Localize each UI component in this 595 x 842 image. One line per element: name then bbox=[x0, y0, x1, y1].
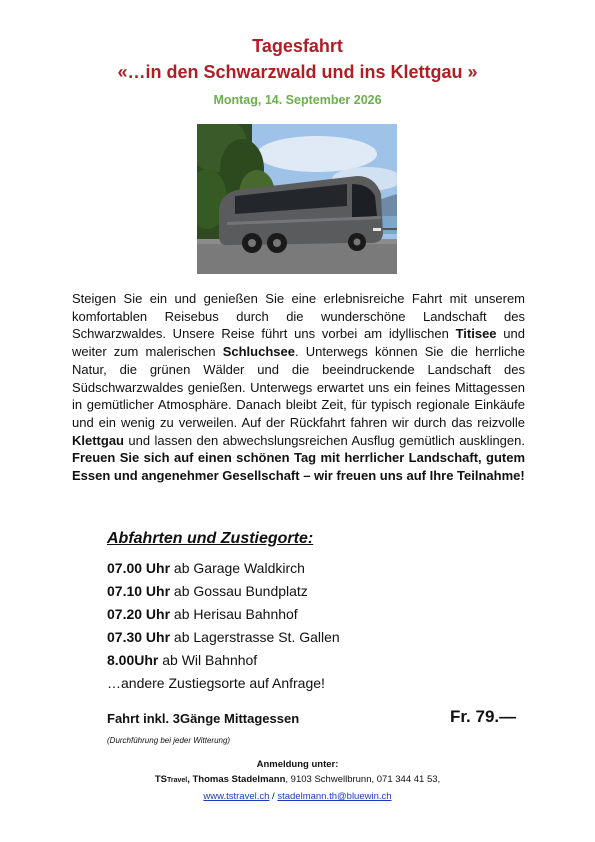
brand-travel: Travel bbox=[166, 777, 188, 784]
departures-list bbox=[107, 557, 340, 695]
weather-note: (Durchführung bei jeder Witterung) bbox=[107, 736, 231, 745]
price-value: Fr. 79.— bbox=[450, 707, 517, 726]
email-link[interactable]: stadelmann.th@bluewin.ch bbox=[277, 791, 392, 802]
departure-item bbox=[107, 580, 340, 603]
bus-photo bbox=[197, 124, 397, 274]
price-label: Fahrt inkl. 3Gänge Mittagessen bbox=[107, 711, 300, 726]
website-link[interactable]: www.tstravel.ch bbox=[203, 791, 270, 802]
departure-item bbox=[107, 603, 340, 626]
highlight-schluchsee: Schluchsee bbox=[222, 344, 295, 360]
title-line-1: Tagesfahrt bbox=[252, 36, 343, 56]
brand-name bbox=[155, 774, 187, 785]
departure-time: 07.10 Uhr bbox=[107, 583, 171, 599]
departure-time: 8.00Uhr bbox=[107, 652, 159, 668]
departure-place: ab Wil Bahnhof bbox=[158, 652, 258, 668]
intro-text-1: Steigen Sie ein und genießen Sie eine erlebnisreiche Fahrt mit unserem komfortablen Reisebus durch die wunderschöne Landschaft des Schwarzwaldes. Unsere Reise führt uns vorbei am idyllischen bbox=[72, 291, 525, 342]
departure-time: 07.00 Uhr bbox=[107, 560, 171, 576]
intro-paragraph bbox=[72, 290, 525, 485]
departure-item bbox=[107, 557, 340, 580]
brand-ts: TS bbox=[154, 774, 167, 785]
contact-name: , Thomas Stadelmann bbox=[187, 774, 286, 785]
highlight-klettgau: Klettgau bbox=[72, 432, 124, 448]
trip-date: Montag, 14. September 2026 bbox=[213, 93, 382, 107]
departure-time: 07.30 Uhr bbox=[107, 629, 171, 645]
link-separator: / bbox=[269, 791, 278, 802]
highlight-titisee: Titisee bbox=[455, 326, 497, 342]
links-line bbox=[0, 791, 595, 802]
intro-text-2: und weiter zum malerischen bbox=[72, 326, 525, 360]
departure-item bbox=[107, 626, 340, 649]
departures-heading: Abfahrten und Zustiegorte: bbox=[107, 530, 314, 547]
contact-address: , 9103 Schwellbrunn, 071 344 41 53, bbox=[285, 774, 441, 785]
registration-heading: Anmeldung unter: bbox=[256, 759, 339, 770]
title-line-2: «…in den Schwarzwald und ins Klettgau » bbox=[117, 62, 478, 82]
departure-place: ab Gossau Bundplatz bbox=[170, 583, 308, 599]
intro-closing: Freuen Sie sich auf einen schönen Tag mit herrlicher Landschaft, gutem Essen und angenehmer Gesellschaft – wir freuen uns auf Ihre Teilnahme! bbox=[72, 450, 525, 484]
intro-text-4: und lassen den abwechslungsreichen Ausflug gemütlich ausklingen. bbox=[124, 432, 525, 448]
departure-place: ab Herisau Bahnhof bbox=[170, 606, 298, 622]
intro-text-3: . Unterwegs können Sie die herrliche Natur, die grünen Wälder und die beeindruckende Landschaft des Südschwarzwaldes genießen. Unterwegs erwartet uns ein feines Mittagessen in gemütlicher Atmosphäre. Danach bleibt Zeit, für typisch regionale Einkäufe und ein wenig zu verweilen. Auf der Rückfahrt fahren wir durch das reizvolle bbox=[72, 344, 525, 430]
departure-note: …andere Zustiegsorte auf Anfrage! bbox=[107, 675, 325, 691]
departure-place: ab Garage Waldkirch bbox=[170, 560, 305, 576]
departure-place: ab Lagerstrasse St. Gallen bbox=[170, 629, 340, 645]
departure-time: 07.20 Uhr bbox=[107, 606, 171, 622]
contact-line bbox=[0, 774, 595, 785]
departure-item bbox=[107, 649, 340, 672]
